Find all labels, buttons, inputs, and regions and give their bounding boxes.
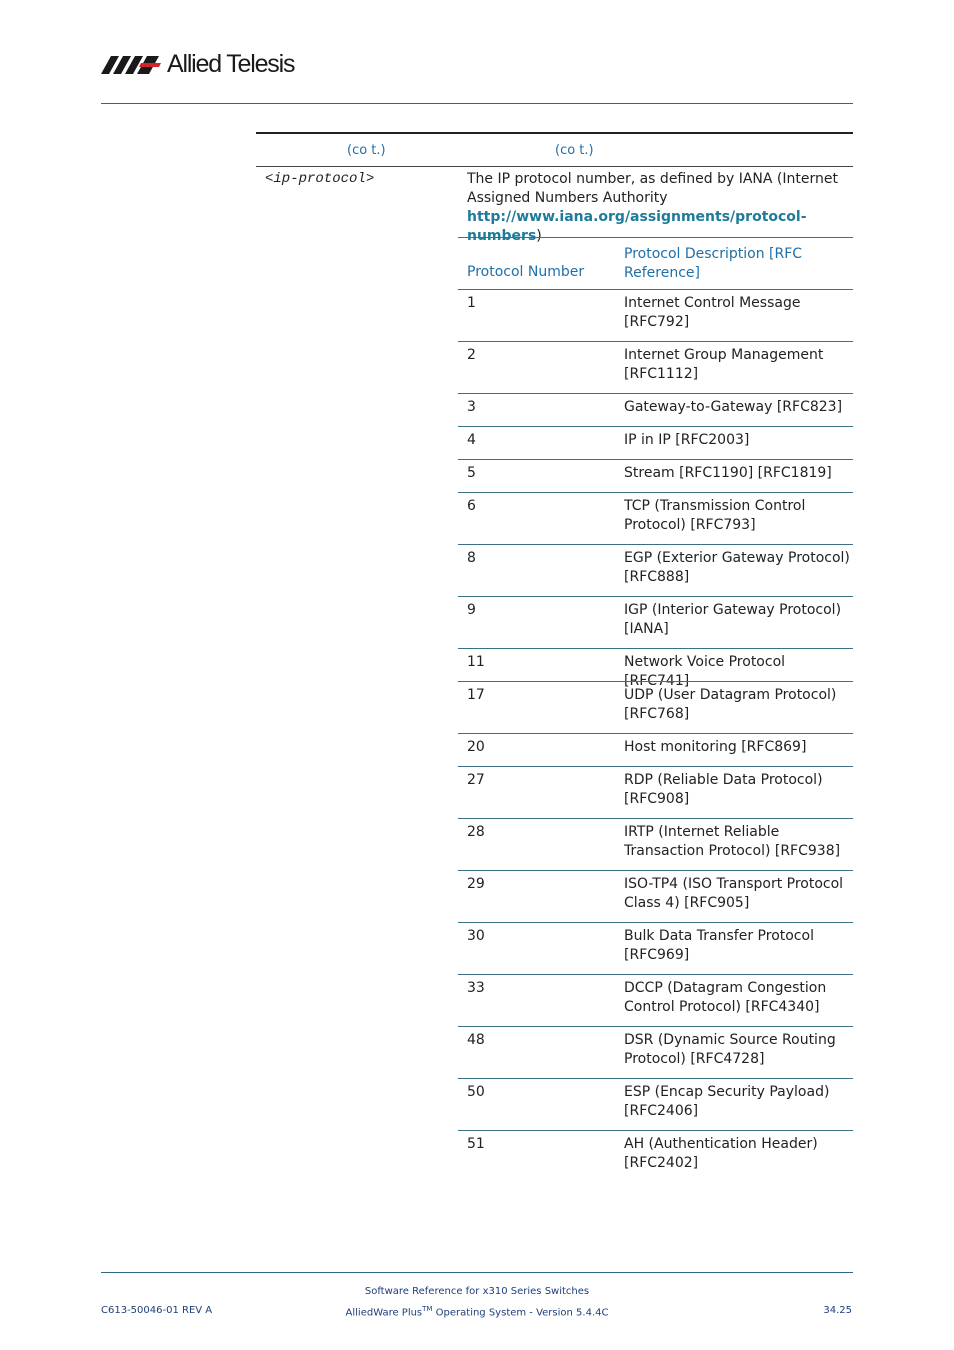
footer-title: Software Reference for x310 Series Switches — [364, 1286, 590, 1297]
table-row — [458, 681, 853, 733]
table-row — [458, 733, 853, 766]
table-row — [458, 818, 853, 870]
protocol-description: IRTP (Internet Reliable Transaction Protocol) [RFC938] — [624, 824, 841, 859]
protocol-number: 50 — [467, 1084, 485, 1100]
description-column-heading: (co t.) — [555, 143, 594, 158]
table-row — [458, 766, 853, 818]
protocol-description: AH (Authentication Header) [RFC2402] — [624, 1136, 818, 1171]
table-row — [458, 393, 853, 426]
table-row — [458, 492, 853, 544]
protocol-table — [458, 237, 853, 1182]
header-divider — [101, 103, 853, 104]
protocol-number: 6 — [467, 498, 476, 514]
protocol-description: Network Voice Protocol [RFC741] — [624, 654, 786, 689]
description-text: The IP protocol number, as defined by IANA (Internet Assigned Numbers Authority — [467, 171, 838, 206]
protocol-description-heading: Protocol Description [RFC Reference] — [624, 246, 803, 281]
protocol-number: 20 — [467, 739, 485, 755]
footer-divider — [101, 1272, 853, 1273]
table-top-rule — [256, 132, 853, 134]
protocol-description: DSR (Dynamic Source Routing Protocol) [RFC4728] — [624, 1032, 836, 1067]
protocol-number: 1 — [467, 295, 476, 311]
protocol-number: 2 — [467, 347, 476, 363]
protocol-description: DCCP (Datagram Congestion Control Protocol) [RFC4340] — [624, 980, 827, 1015]
protocol-description: ISO-TP4 (ISO Transport Protocol Class 4) [RFC905] — [624, 876, 844, 911]
protocol-description: TCP (Transmission Control Protocol) [RFC793] — [624, 498, 806, 533]
table-row — [458, 974, 853, 1026]
protocol-description: UDP (User Datagram Protocol) [RFC768] — [624, 687, 837, 722]
footer-doc-code: C613-50046-01 REV A — [101, 1305, 213, 1316]
table-row — [458, 426, 853, 459]
protocol-number: 48 — [467, 1032, 485, 1048]
protocol-description: EGP (Exterior Gateway Protocol) [RFC888] — [624, 550, 850, 585]
footer-page-number: 34.25 — [823, 1305, 852, 1316]
footer-trademark: TM — [422, 1305, 433, 1313]
protocol-number: 33 — [467, 980, 485, 996]
table-row — [458, 870, 853, 922]
protocol-description: Internet Control Message [RFC792] — [624, 295, 801, 330]
table-row — [458, 596, 853, 648]
protocol-number: 30 — [467, 928, 485, 944]
protocol-description: Host monitoring [RFC869] — [624, 739, 807, 755]
protocol-number: 9 — [467, 602, 476, 618]
logo-text: Allied Telesis — [167, 50, 295, 78]
table-row — [458, 922, 853, 974]
protocol-number: 4 — [467, 432, 476, 448]
protocol-description: IGP (Interior Gateway Protocol) [IANA] — [624, 602, 842, 637]
protocol-number: 29 — [467, 876, 485, 892]
description-suffix: ) — [536, 228, 542, 244]
iana-link[interactable]: http://www.iana.org/assignments/protocol-numbers — [467, 209, 807, 244]
allied-telesis-logo — [101, 50, 294, 78]
protocol-number: 11 — [467, 654, 485, 670]
protocol-number: 27 — [467, 772, 485, 788]
table-row — [458, 544, 853, 596]
parameter-description — [467, 170, 847, 246]
footer-os-name: AlliedWare Plus — [345, 1307, 423, 1319]
protocol-description: Bulk Data Transfer Protocol [RFC969] — [624, 928, 814, 963]
protocol-number-heading: Protocol Number — [467, 264, 585, 280]
protocol-description: Stream [RFC1190] [RFC1819] — [624, 465, 832, 481]
protocol-description: Gateway-to-Gateway [RFC823] — [624, 399, 843, 415]
table-row — [458, 341, 853, 393]
protocol-table-header — [458, 237, 853, 289]
parameter-column-heading: (co t.) — [347, 143, 386, 158]
footer-os-version: Operating System - Version 5.4.4C — [432, 1307, 609, 1319]
logo-mark-icon — [101, 53, 161, 75]
protocol-number: 28 — [467, 824, 485, 840]
parameter-name: <ip-protocol> — [265, 171, 375, 187]
table-row — [458, 1130, 853, 1182]
protocol-description: Internet Group Management [RFC1112] — [624, 347, 824, 382]
protocol-number: 51 — [467, 1136, 485, 1152]
protocol-number: 5 — [467, 465, 476, 481]
protocol-number: 3 — [467, 399, 476, 415]
table-row — [458, 1078, 853, 1130]
table-row — [458, 459, 853, 492]
protocol-description: RDP (Reliable Data Protocol) [RFC908] — [624, 772, 823, 807]
protocol-description: ESP (Encap Security Payload) [RFC2406] — [624, 1084, 830, 1119]
table-row — [458, 289, 853, 341]
table-row — [458, 648, 853, 689]
protocol-number: 17 — [467, 687, 485, 703]
table-header-rule — [256, 166, 853, 167]
protocol-description: IP in IP [RFC2003] — [624, 432, 750, 448]
protocol-number: 8 — [467, 550, 476, 566]
table-row — [458, 1026, 853, 1078]
